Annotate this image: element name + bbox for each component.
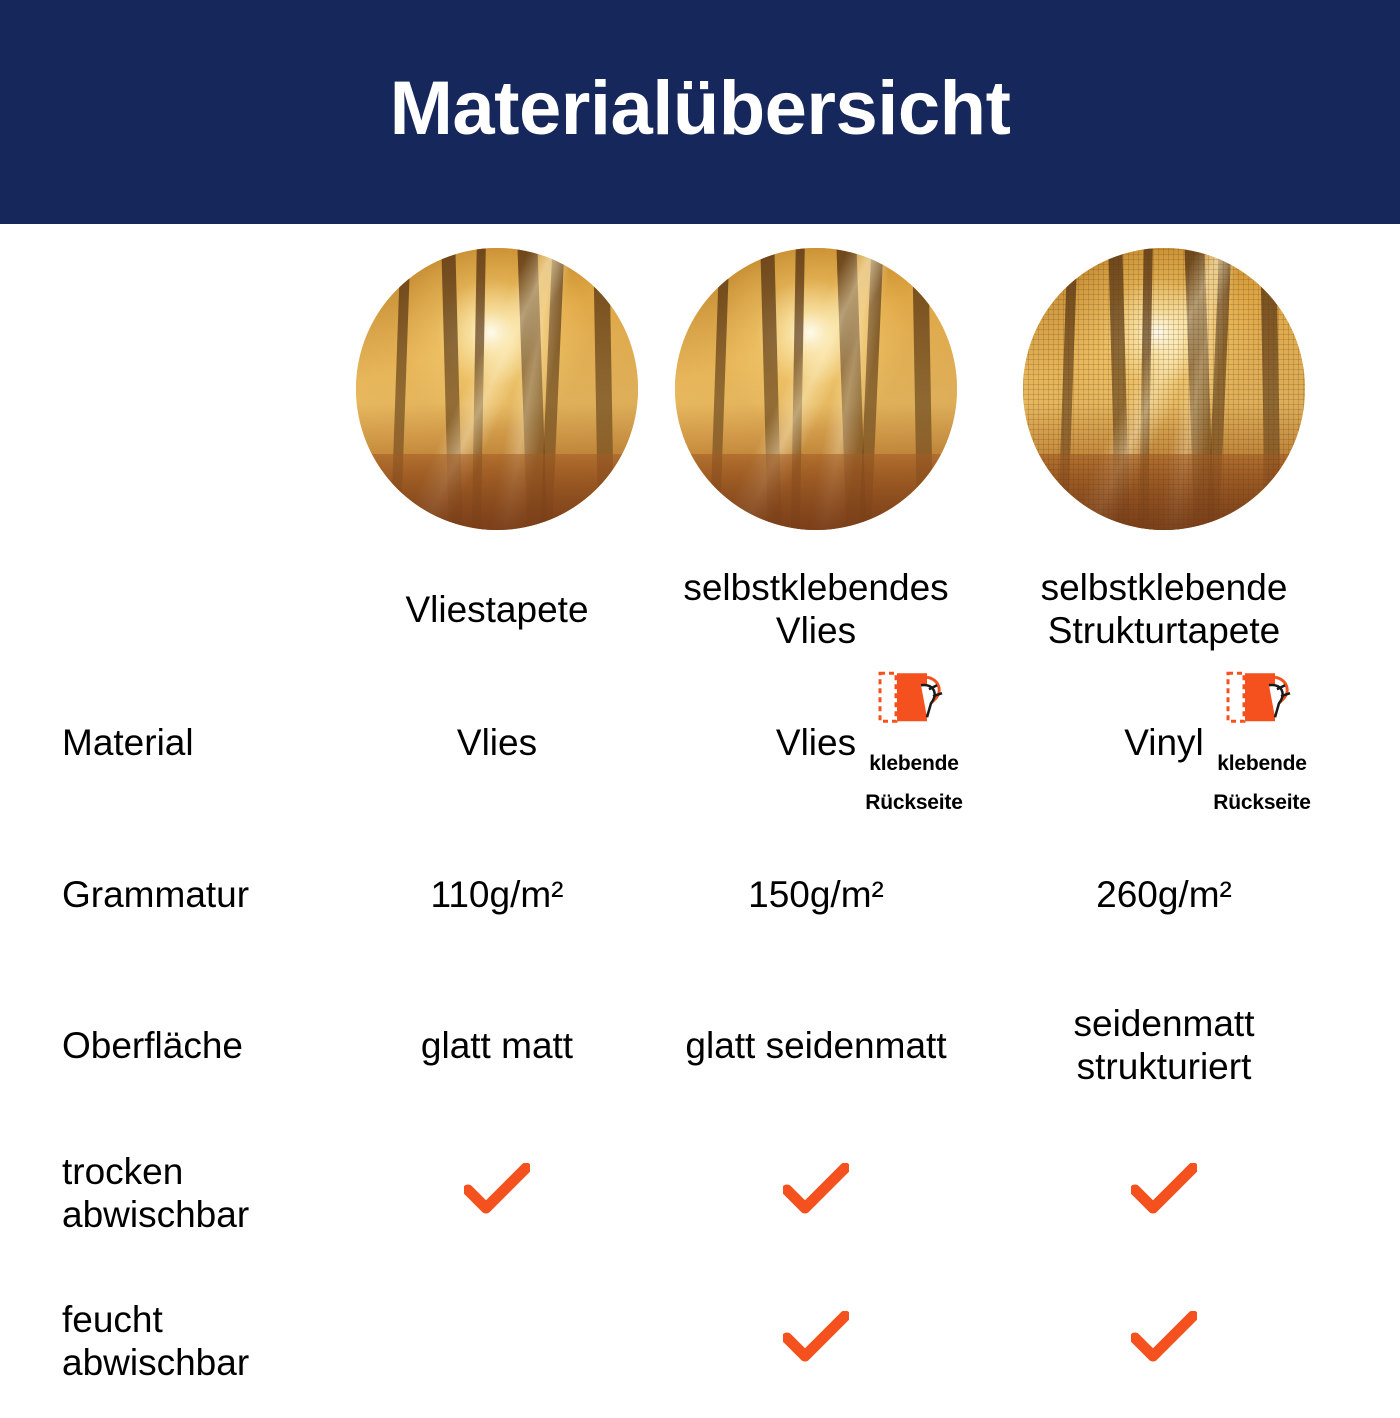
column-header-empty	[62, 554, 352, 666]
page-header	[0, 0, 1400, 224]
table-row-trocken-abwischbar	[62, 1122, 1338, 1266]
table-row-grammatur	[62, 820, 1338, 970]
cell-trocken-selbstklebendes-vlies	[642, 1122, 990, 1266]
sample-image-cell-3	[990, 224, 1338, 554]
cell-value: Vlies	[775, 721, 857, 763]
row-label-feucht-abwischbar: feucht abwischbar	[62, 1299, 250, 1383]
cell-feucht-selbstklebendes-vlies	[642, 1266, 990, 1418]
checkmark-icon	[783, 1163, 849, 1215]
empty-corner-cell	[62, 224, 352, 554]
table-row-oberflaeche	[62, 970, 1338, 1122]
cell-material-strukturtapete	[990, 666, 1338, 820]
cell-trocken-strukturtapete	[990, 1122, 1338, 1266]
adhesive-back-label-line2: Rückseite	[865, 790, 963, 814]
cell-value: Vlies	[456, 721, 538, 763]
adhesive-back-badge	[1198, 669, 1326, 817]
cell-material-selbstklebendes-vlies	[642, 666, 990, 820]
adhesive-back-icon	[877, 698, 951, 739]
column-header-vliestapete: Vliestapete	[405, 588, 589, 630]
column-header-selbstklebendes-vlies: selbstklebendes Vlies	[683, 567, 949, 651]
sample-image-vliestapete	[356, 248, 638, 530]
cell-feucht-strukturtapete	[990, 1266, 1338, 1418]
cell-oberflaeche-selbstklebendes-vlies: glatt seidenmatt	[685, 1024, 947, 1066]
cell-oberflaeche-strukturtapete: seidenmatt strukturiert	[1073, 1003, 1255, 1087]
adhesive-back-label-line1: klebende	[1217, 752, 1307, 776]
sample-image-row	[62, 224, 1338, 554]
column-header-row	[62, 554, 1338, 666]
checkmark-icon	[1131, 1163, 1197, 1215]
cell-trocken-vliestapete	[352, 1122, 642, 1266]
adhesive-back-badge	[850, 669, 978, 817]
sample-image-cell-2	[642, 224, 990, 554]
checkmark-icon	[783, 1311, 849, 1363]
sample-image-selbstklebendes-vlies	[675, 248, 957, 530]
cell-oberflaeche-vliestapete: glatt matt	[420, 1024, 574, 1066]
row-label-grammatur: Grammatur	[62, 873, 250, 915]
cell-grammatur-selbstklebendes-vlies: 150g/m²	[748, 873, 884, 915]
column-header-strukturtapete: selbstklebende Strukturtapete	[1040, 567, 1288, 651]
table-row-feucht-abwischbar	[62, 1266, 1338, 1418]
sample-image-strukturtapete	[1023, 248, 1305, 530]
adhesive-back-icon	[1225, 698, 1299, 739]
structure-texture-overlay	[1023, 248, 1305, 530]
cell-value: Vinyl	[1124, 721, 1204, 763]
comparison-table	[62, 224, 1338, 1418]
cell-grammatur-strukturtapete: 260g/m²	[1096, 873, 1232, 915]
row-label-material: Material	[62, 721, 194, 763]
adhesive-back-label-line1: klebende	[869, 752, 959, 776]
cell-material-vliestapete	[352, 666, 642, 820]
row-label-oberflaeche: Oberfläche	[62, 1024, 243, 1066]
checkmark-icon	[464, 1163, 530, 1215]
cell-grammatur-vliestapete: 110g/m²	[430, 873, 564, 915]
checkmark-icon	[1131, 1311, 1197, 1363]
row-label-trocken-abwischbar: trocken abwischbar	[62, 1151, 250, 1235]
page-title: Materialübersicht	[389, 66, 1011, 151]
cell-feucht-vliestapete	[352, 1266, 642, 1418]
material-overview-table	[0, 224, 1400, 1400]
table-row-material	[62, 666, 1338, 820]
adhesive-back-label-line2: Rückseite	[1213, 790, 1311, 814]
sample-image-cell-1	[352, 224, 642, 554]
